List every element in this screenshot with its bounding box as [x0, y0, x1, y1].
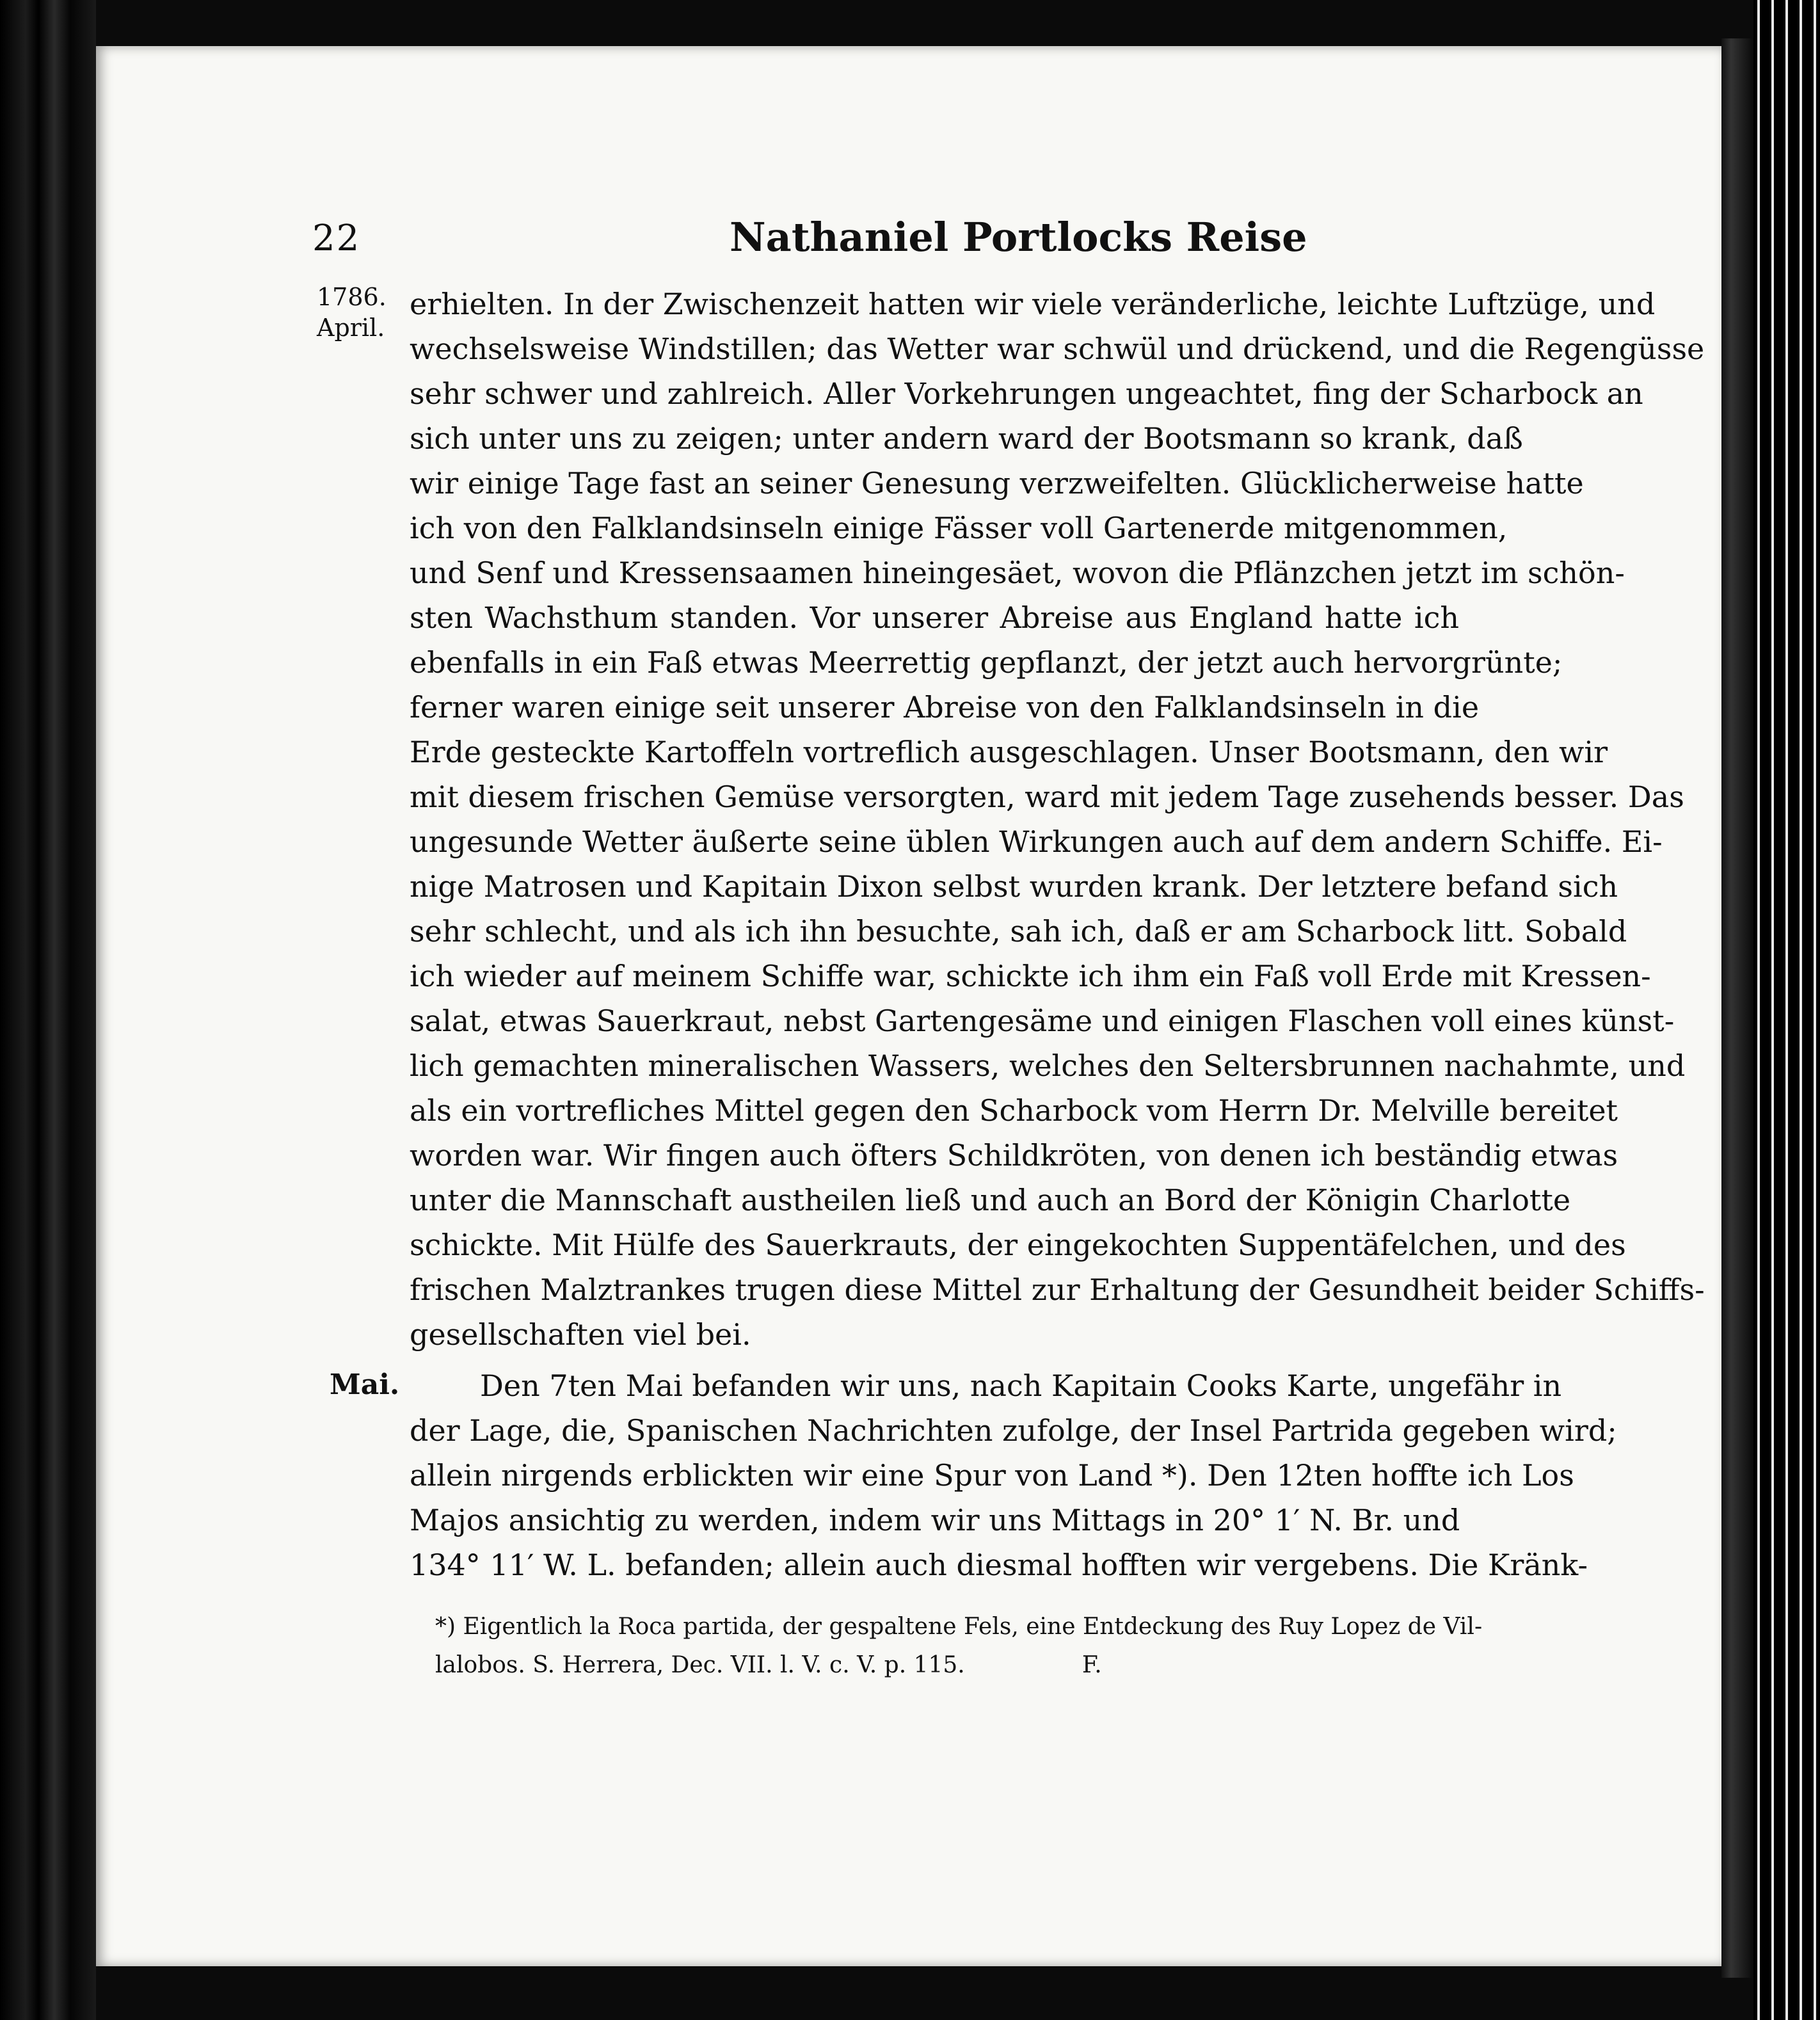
- text-line: ferner waren einige seit unserer Abreise von den Falklandsinseln in die: [410, 690, 1480, 725]
- margin-month-april: April.: [317, 314, 385, 342]
- text-line: 134° 11′ W. L. befanden; allein auch diesmal hofften wir vergebens. Die Kränk-: [410, 1548, 1588, 1582]
- text-line: lich gemachten mineralischen Wassers, welches den Seltersbrunnen nachahmte, und: [410, 1048, 1686, 1083]
- text-line: Den 7ten Mai befanden wir uns, nach Kapitain Cooks Karte, ungefähr in: [480, 1368, 1562, 1403]
- text-line: sehr schlecht, und als ich ihn besuchte, sah ich, daß er am Scharbock litt. Sobald: [410, 914, 1627, 949]
- footnote-line: *) Eigentlich la Roca partida, der gespaltene Fels, eine Entdeckung des Ruy Lopez de Vil-: [435, 1614, 1483, 1640]
- page-number: 22: [312, 218, 361, 259]
- text-line: salat, etwas Sauerkraut, nebst Gartengesäme und einigen Flaschen voll eines künst-: [410, 1004, 1675, 1038]
- text-line: sich unter uns zu zeigen; unter andern ward der Bootsmann so krank, daß: [410, 421, 1523, 456]
- text-line: ebenfalls in ein Faß etwas Meerrettig gepflanzt, der jetzt auch hervorgrünte;: [410, 645, 1563, 680]
- footnote-line: lalobos. S. Herrera, Dec. VII. l. V. c. V. p. 115. F.: [435, 1652, 1102, 1678]
- text-line: mit diesem frischen Gemüse versorgten, ward mit jedem Tage zusehends besser. Das: [410, 780, 1684, 814]
- text-line: sehr schwer und zahlreich. Aller Vorkehrungen ungeachtet, fing der Scharbock an: [410, 376, 1643, 411]
- footnote: [435, 1608, 1483, 1685]
- book-binding-left: [0, 0, 96, 2020]
- text-line: ich wieder auf meinem Schiffe war, schickte ich ihm ein Faß voll Erde mit Kressen-: [410, 959, 1651, 993]
- book-spine-strip: [1753, 0, 1820, 2020]
- text-line: nige Matrosen und Kapitain Dixon selbst wurden krank. Der letztere befand sich: [410, 869, 1618, 904]
- text-line: der Lage, die, Spanischen Nachrichten zufolge, der Insel Partrida gegeben wird;: [410, 1413, 1617, 1448]
- margin-note-date: [317, 282, 387, 343]
- text-line: ungesunde Wetter äußerte seine üblen Wirkungen auch auf dem andern Schiffe. Ei-: [410, 824, 1663, 859]
- text-line: erhielten. In der Zwischenzeit hatten wir viele veränderliche, leichte Luftzüge, und: [410, 287, 1656, 321]
- text-line: und Senf und Kressensaamen hineingesäet, wovon die Pflänzchen jetzt im schön-: [410, 556, 1625, 590]
- text-line: unter die Mannschaft austheilen ließ und auch an Bord der Königin Charlotte: [410, 1183, 1571, 1217]
- text-line: Majos ansichtig zu werden, indem wir uns Mittags in 20° 1′ N. Br. und: [410, 1503, 1460, 1537]
- page-edge-right: [1721, 38, 1753, 1978]
- text-line: frischen Malztrankes trugen diese Mittel zur Erhaltung der Gesundheit beider Schiffs-: [410, 1272, 1705, 1307]
- text-line: ich von den Falklandsinseln einige Fässer voll Gartenerde mitgenommen,: [410, 511, 1508, 545]
- text-line: worden war. Wir fingen auch öfters Schildkröten, von denen ich beständig etwas: [410, 1138, 1618, 1173]
- margin-month-may: Mai.: [330, 1368, 400, 1401]
- text-line: Erde gesteckte Kartoffeln vortreflich ausgeschlagen. Unser Bootsmann, den wir: [410, 735, 1608, 769]
- text-line: wechselsweise Windstillen; das Wetter war schwül und drückend, und die Regengüsse: [410, 332, 1705, 366]
- text-line: allein nirgends erblickten wir eine Spur von Land *). Den 12ten hoffte ich Los: [410, 1458, 1574, 1493]
- running-title: Nathaniel Portlocks Reise: [730, 214, 1307, 261]
- margin-year: 1786.: [317, 283, 387, 311]
- paragraph-2: [410, 1363, 1617, 1587]
- text-line: als ein vortrefliches Mittel gegen den Scharbock vom Herrn Dr. Melville bereitet: [410, 1093, 1618, 1128]
- paragraph-1: [410, 282, 1705, 1357]
- text-line: schickte. Mit Hülfe des Sauerkrauts, der eingekochten Suppentäfelchen, und des: [410, 1228, 1626, 1262]
- text-line: wir einige Tage fast an seiner Genesung verzweifelten. Glücklicherweise hatte: [410, 466, 1584, 501]
- text-line: sten Wachsthum standen. Vor unserer Abreise aus England hatte ich: [410, 600, 1459, 635]
- text-line: gesellschaften viel bei.: [410, 1317, 751, 1352]
